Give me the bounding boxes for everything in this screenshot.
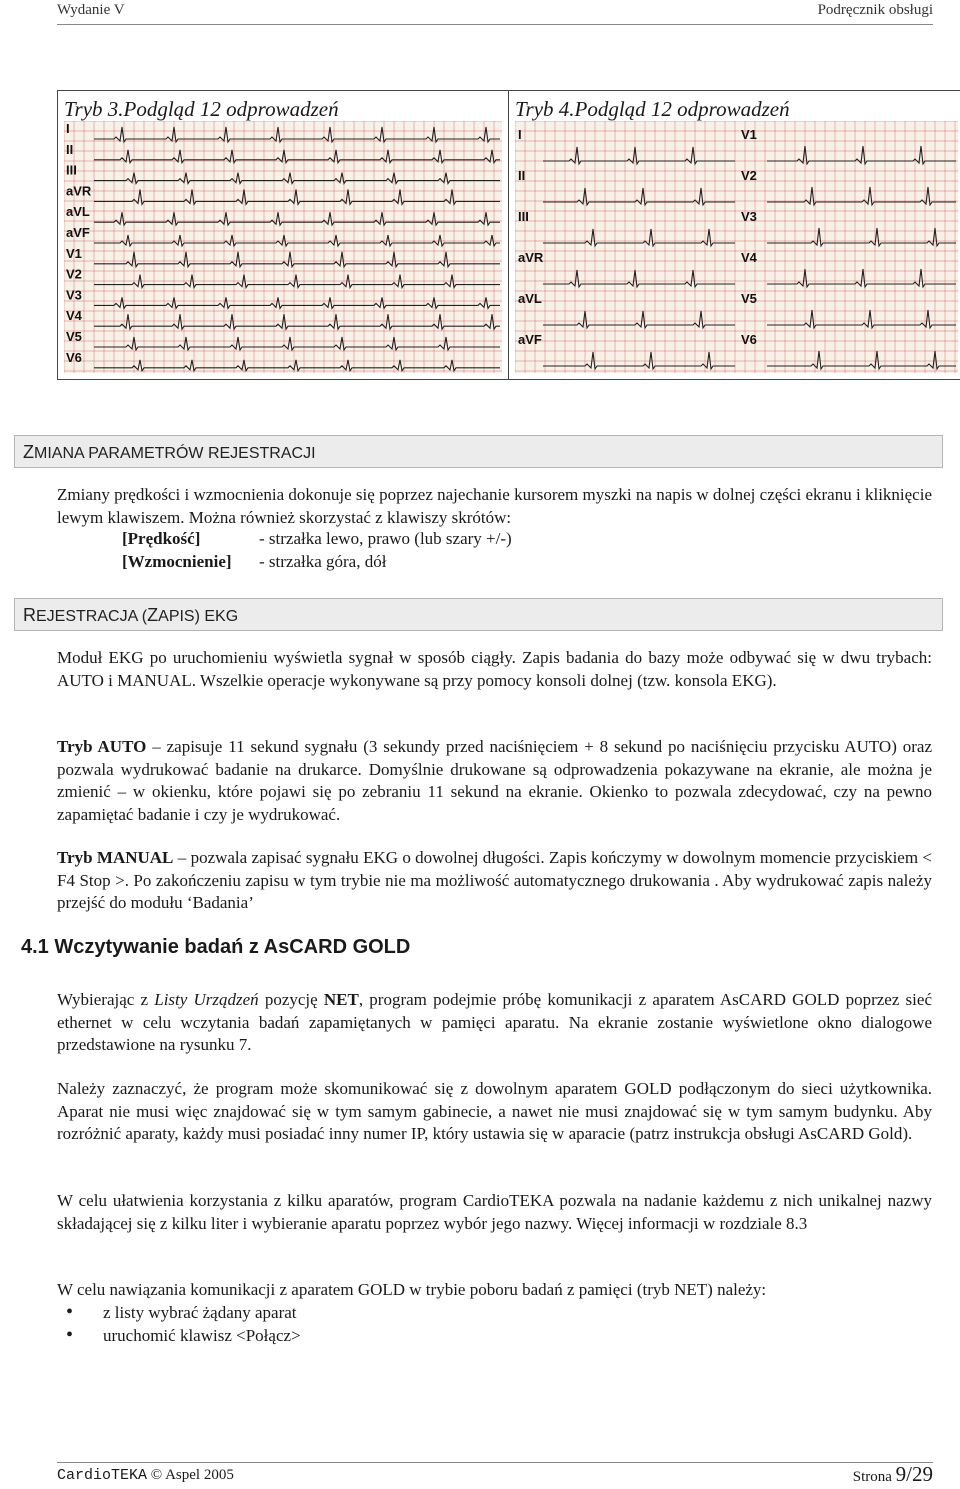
- header-rule: [57, 24, 933, 25]
- ecg-lead-label: V5: [66, 329, 82, 344]
- list-item: • z listy wybrać żądany aparat: [66, 1303, 297, 1323]
- shortcut-speed-desc: - strzałka lewo, prawo (lub szary +/-): [259, 529, 512, 548]
- ecg-trace: [94, 337, 500, 350]
- paragraph-manual-mode: Tryb MANUAL – pozwala zapisać sygnału EKG o dowolnej długości. Zapis kończymy w dowolnym momencie przyciskiem < F4 Stop >. Po zakończeniu zapisu w tym trybie nie ma możliwość automatycznego drukowania . Aby wydrukować zapis należy przejść do modułu ‘Badania’: [57, 848, 932, 912]
- section-bar-ekg-recording: REJESTRACJA (ZAPIS) EKG: [14, 598, 943, 631]
- footer-page-number: Strona 9/29: [852, 1462, 933, 1486]
- ecg-lead-label: I: [66, 121, 70, 136]
- ecg-lead-label: V6: [66, 349, 82, 365]
- ecg-lead-label: V6: [741, 332, 757, 347]
- ecg-trace: [94, 297, 500, 308]
- ecg-lead-label: I: [518, 127, 522, 142]
- header-edition: Wydanie V: [57, 2, 125, 18]
- ecg-left-caption: Tryb 3.Podgląd 12 odprowadzeń: [64, 97, 339, 121]
- ecg-trace: [543, 229, 735, 246]
- ecg-trace: [94, 173, 500, 184]
- ecg-lead-label: II: [66, 141, 74, 157]
- ecg-right-chart: [515, 121, 958, 373]
- section-bar-change-params: [14, 435, 943, 468]
- ecg-lead-label: V5: [741, 291, 757, 306]
- ecg-lead-label: V2: [66, 266, 82, 282]
- ecg-lead-label: aVF: [66, 225, 90, 240]
- shortcut-gain-key: [Wzmocnienie]: [122, 552, 232, 571]
- ecg-lead-label: V3: [741, 209, 757, 224]
- heading-read-from-ascard: 4.1 Wczytywanie badań z AsCARD GOLD: [21, 936, 411, 958]
- header-manual-title: Podręcznik obsługi: [817, 2, 933, 18]
- ecg-trace: [94, 252, 500, 267]
- ecg-trace: [94, 127, 500, 142]
- ecg-right-caption: Tryb 4.Podgląd 12 odprowadzeń: [515, 97, 790, 121]
- ecg-right-panel: [515, 121, 958, 373]
- ecg-lead-label: V4: [66, 308, 82, 324]
- ecg-trace: [94, 189, 500, 204]
- ecg-lead-label: V3: [66, 287, 82, 303]
- paragraph-auto-mode: Tryb AUTO – zapisuje 11 sekund sygnału (3 sekundy przed naciśnięciem + 8 sekund po naciśnięciu przycisku AUTO) oraz pozwala wydrukować badanie na drukarce. Domyślnie drukowane są odprowadzenia pokazywane na ekranie, ale można je zmienić – w okienku, które pojawi się po zebraniu 11 sekund na ekranie. Okienko to pozwala zdecydować, czy na pewno zapamiętać badanie i czy je wydrukować.: [57, 737, 932, 824]
- shortcut-speed-key: [Prędkość]: [122, 529, 201, 548]
- ecg-lead-label: aVR: [66, 183, 92, 199]
- paragraph-ekg-module: Moduł EKG po uruchomieniu wyświetla sygnał w sposób ciągły. Zapis badania do bazy może odbywać się w dwu trybach: AUTO i MANUAL. Wszelkie operacje wykonywane są przy pomocy konsoli dolnej (tzw. konsola EKG).: [57, 648, 932, 690]
- paragraph-device-names: W celu ułatwienia korzystania z kilku aparatów, program CardioTEKA pozwala na nadanie każdemu z nich unikalnej nazwy składającej się z kilku liter i wybieranie aparatu poprzez wybór jego nazwy. Więcej informacji w rozdziale 8.3: [57, 1191, 932, 1233]
- footer-rule: [57, 1462, 933, 1463]
- ecg-trace: [543, 188, 735, 205]
- section-title-cap: Z: [23, 442, 34, 462]
- ecg-left-panel: [64, 121, 502, 373]
- section-title-rest: MIANA PARAMETRÓW REJESTRACJI: [34, 445, 316, 462]
- paragraph-change-params: Zmiany prędkości i wzmocnienia dokonuje się poprzez najechanie kursorem myszki na napis w dolnej części ekranu i kliknięcie lewym klawiszem. Można również skorzystać z klawiszy skrótów:: [57, 485, 932, 527]
- ecg-lead-label: aVF: [518, 332, 542, 347]
- paragraph-connect-steps: W celu nawiązania komunikacji z aparatem GOLD w trybie poboru badań z pamięci (tryb NET) należy:: [57, 1280, 767, 1299]
- footer-copyright: CardioTEKA © Aspel 2005: [57, 1467, 234, 1484]
- ecg-trace: [543, 270, 735, 287]
- ecg-lead-label: aVL: [66, 204, 90, 220]
- ecg-trace: [543, 352, 735, 369]
- ecg-lead-label: aVL: [518, 291, 542, 306]
- ecg-lead-label: V2: [741, 168, 757, 183]
- ecg-lead-label: V1: [741, 127, 757, 142]
- ecg-lead-label: aVR: [518, 250, 544, 265]
- ecg-lead-label: V1: [66, 245, 82, 261]
- ecg-trace: [94, 360, 500, 371]
- ecg-lead-label: V4: [741, 250, 757, 265]
- ecg-trace: [543, 147, 735, 164]
- paragraph-network-devices: Należy zaznaczyć, że program może skomunikować się z dowolnym aparatem GOLD podłączonym do sieci użytkownika. Aparat nie musi więc znajdować się w tym samym gabinecie, a nawet nie musi znajdować się w tym samym budynku. Aby rozróżnić aparaty, każdy musi posiadać inny numer IP, który ustawia się w aparacie (patrz instrukcja obsługi AsCARD Gold).: [57, 1079, 932, 1143]
- list-item: • uruchomić klawisz <Połącz>: [66, 1326, 301, 1346]
- paragraph-net-device: Wybierając z Listy Urządzeń pozycję NET, program podejmie próbę komunikacji z aparatem AsCARD GOLD poprzez sieć ethernet w celu wczytania badań zapamiętanych w pamięci aparatu. Na ekranie zostanie wyświetlone okno dialogowe przedstawione na rysunku 7.: [57, 990, 932, 1054]
- ecg-lead-label: III: [518, 209, 529, 224]
- ecg-trace: [543, 311, 735, 328]
- ecg-figure-table: [57, 90, 960, 380]
- ecg-lead-label: III: [66, 162, 77, 178]
- ecg-trace: [94, 212, 500, 225]
- ecg-lead-label: II: [518, 168, 526, 183]
- ecg-left-chart: [64, 121, 502, 373]
- ecg-divider: [508, 91, 509, 379]
- ecg-trace: [94, 235, 500, 246]
- shortcut-gain-desc: - strzałka góra, dół: [259, 552, 387, 571]
- ecg-trace: [94, 314, 500, 329]
